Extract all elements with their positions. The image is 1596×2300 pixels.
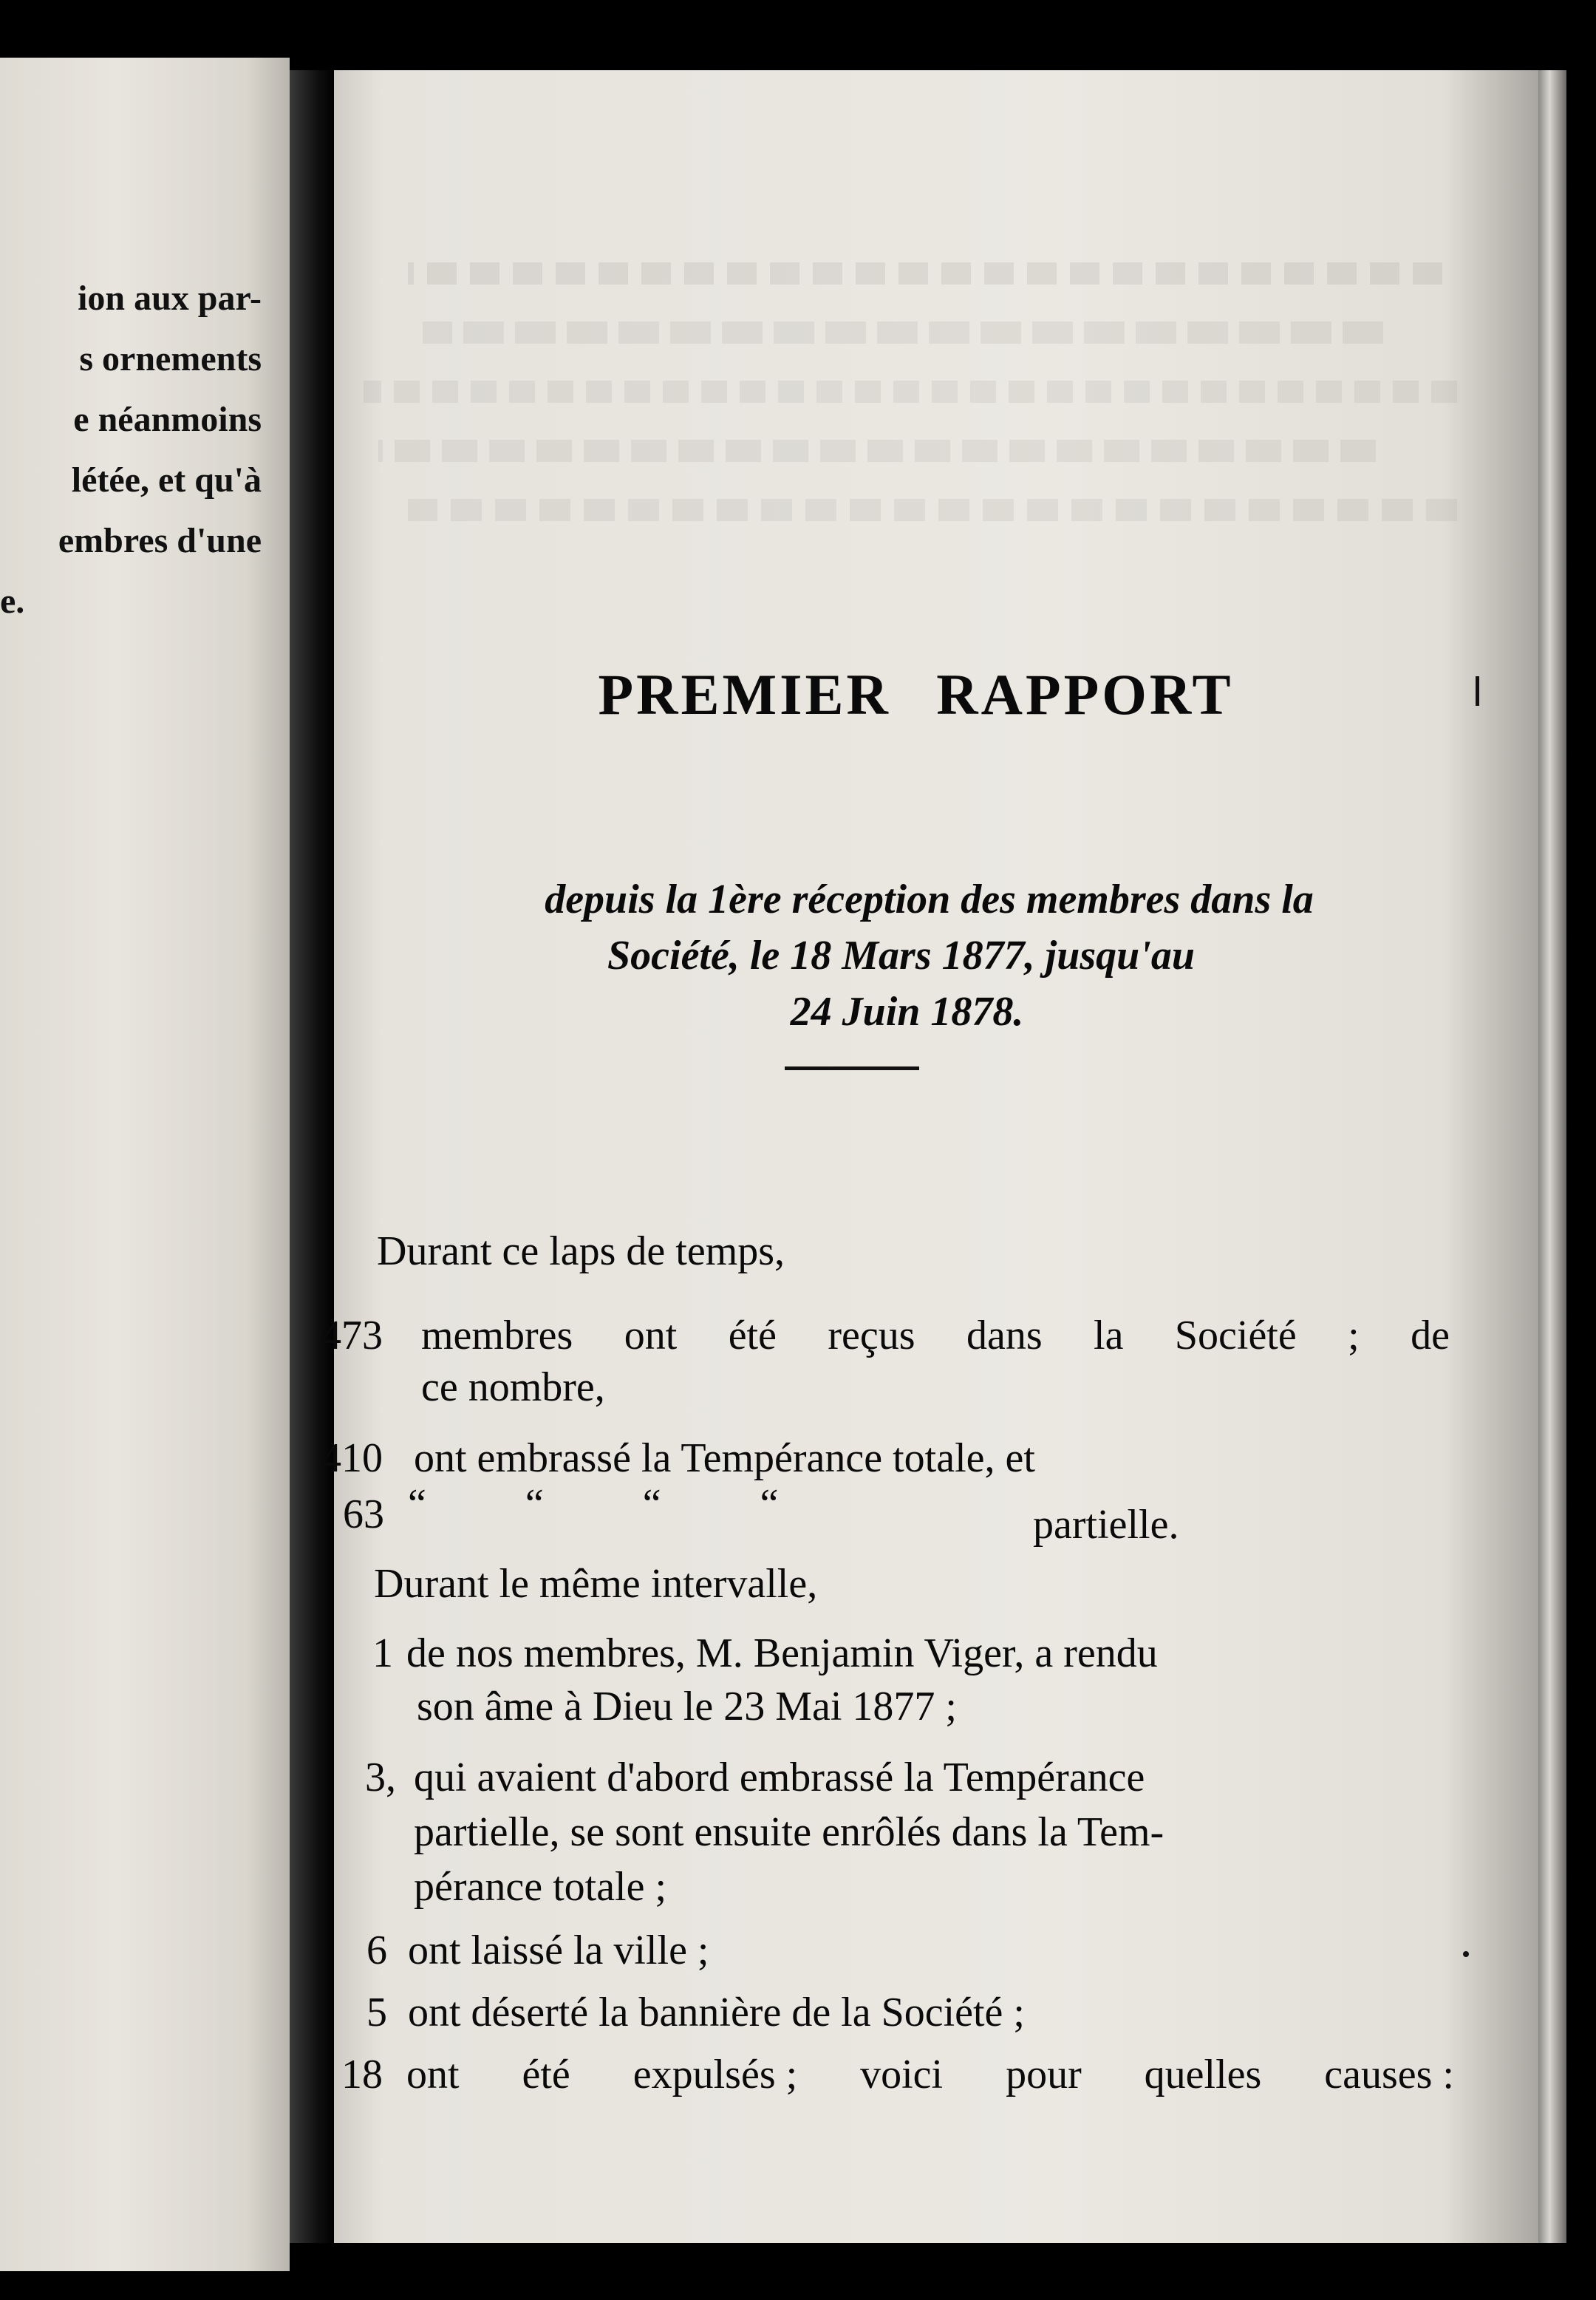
word: ont: [624, 1313, 678, 1358]
show-through-texture: [423, 321, 1383, 344]
word: voici: [860, 2052, 944, 2097]
entry-text-line: partielle.: [1033, 1502, 1179, 1548]
intro-line: Durant le même intervalle,: [374, 1561, 818, 1607]
entry-number: 473: [321, 1313, 383, 1358]
word: membres: [421, 1313, 573, 1358]
book-gutter: [290, 70, 334, 2243]
entry-number: 18: [341, 2052, 383, 2097]
main-page: [321, 70, 1538, 2243]
left-page-line: e.: [0, 582, 25, 621]
word: ;: [1348, 1313, 1360, 1358]
word: dans: [966, 1313, 1043, 1358]
entry-text-line: ont laissé la ville ;: [408, 1928, 709, 1973]
show-through-texture: [364, 381, 1457, 403]
entry-number: 5: [366, 1990, 387, 2035]
intro-line: Durant ce laps de temps,: [377, 1228, 785, 1274]
ditto-marks: “ “ “ “: [408, 1481, 779, 1527]
word: reçus: [828, 1313, 915, 1358]
word: quelles: [1144, 2052, 1262, 2097]
speck: [1463, 1951, 1469, 1957]
page-edge: [1538, 70, 1566, 2243]
entry-text-line: son âme à Dieu le 23 Mai 1877 ;: [417, 1684, 957, 1729]
word: été: [522, 2052, 570, 2097]
show-through-texture: [408, 499, 1457, 521]
entry-text-line: ont déserté la bannière de la Société ;: [408, 1990, 1025, 2035]
left-page-line: embres d'une: [58, 521, 262, 560]
left-facing-page: [0, 58, 290, 2271]
word: de: [1411, 1313, 1450, 1358]
entry-text-line: [406, 2051, 1454, 2098]
left-page-line: ion aux par-: [78, 279, 262, 318]
left-page-line: létée, et qu'à: [71, 460, 262, 500]
entry-text-line: ce nombre,: [421, 1364, 605, 1410]
entry-number: 63: [343, 1491, 384, 1537]
entry-text-line: pérance totale ;: [414, 1864, 667, 1910]
entry-number: 1: [372, 1630, 393, 1676]
word: la: [1094, 1313, 1124, 1358]
left-page-line: s ornements: [79, 339, 262, 378]
word: pour: [1006, 2052, 1082, 2097]
subtitle-line: Société, le 18 Mars 1877, jusqu'au: [607, 933, 1195, 979]
entry-text-line: partielle, se sont ensuite enrôlés dans la Tem-: [414, 1809, 1164, 1855]
entry-text-line: qui avaient d'abord embrassé la Tempérance: [414, 1755, 1145, 1800]
subtitle-line: depuis la 1ère réception des membres dans la: [545, 877, 1314, 922]
entry-number: 410: [321, 1435, 383, 1481]
page-title: PREMIER RAPPORT: [598, 662, 1234, 727]
word: ont: [406, 2052, 460, 2097]
entry-number: 6: [366, 1928, 387, 1973]
show-through-texture: [378, 440, 1376, 462]
word: Société: [1174, 1313, 1297, 1358]
word: causes :: [1324, 2052, 1454, 2097]
word: été: [728, 1313, 777, 1358]
entry-number: 3,: [365, 1755, 396, 1800]
speck: [1476, 676, 1479, 706]
divider-rule: [785, 1066, 919, 1070]
subtitle-line: 24 Juin 1878.: [790, 989, 1024, 1035]
entry-text-line: ont embrassé la Tempérance totale, et: [414, 1435, 1035, 1481]
word: expulsés ;: [632, 2052, 798, 2097]
entry-text-line: de nos membres, M. Benjamin Viger, a rendu: [406, 1630, 1158, 1676]
left-page-line: e néanmoins: [73, 400, 262, 439]
show-through-texture: [408, 262, 1442, 285]
entry-text-line: [421, 1312, 1450, 1359]
